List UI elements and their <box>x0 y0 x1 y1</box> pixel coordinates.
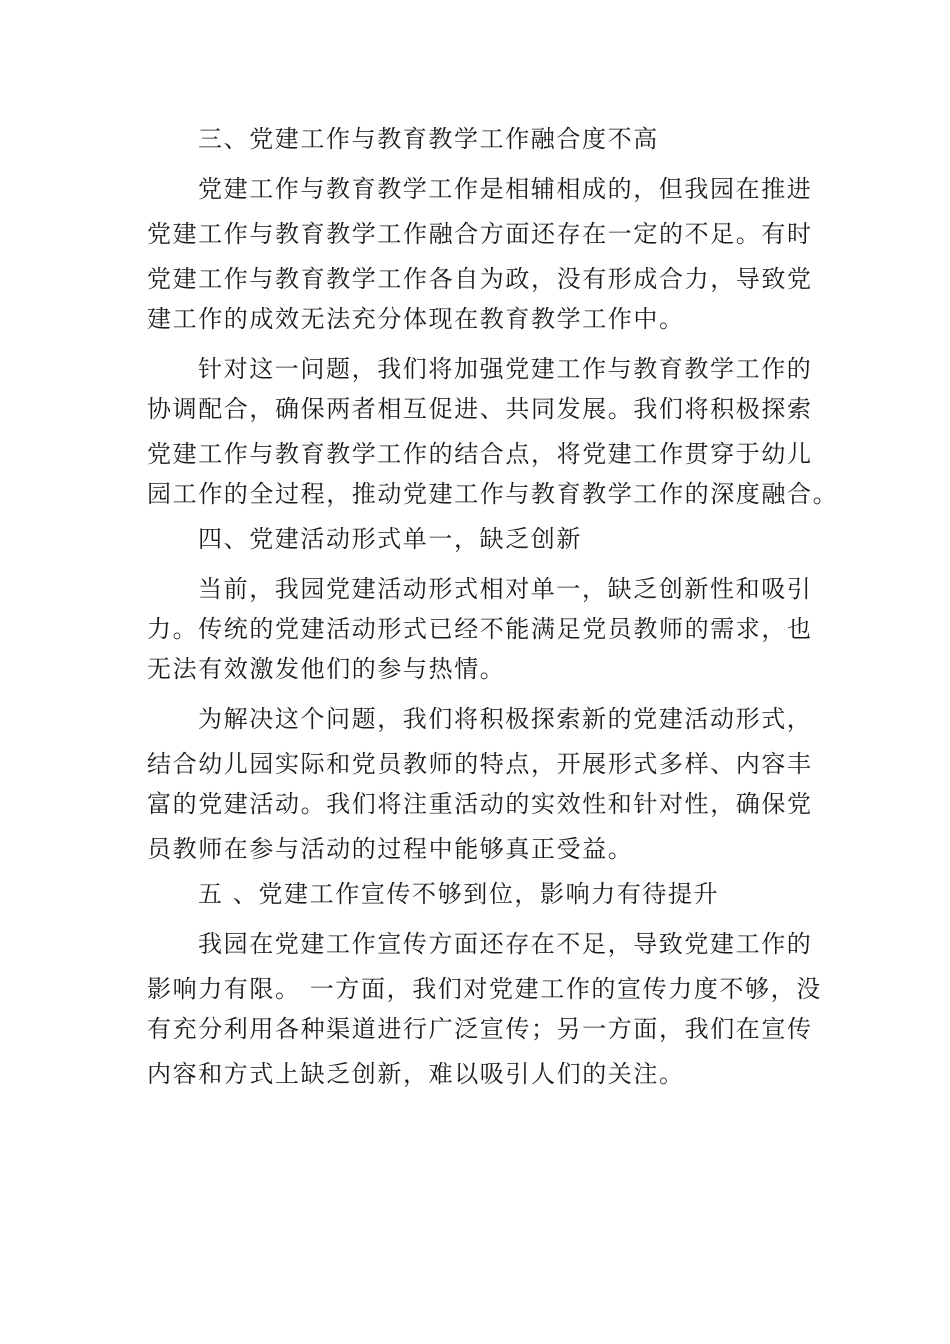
paragraph-line: 有充分利用各种渠道进行广泛宣传；另一方面，我们在宣传 <box>147 1015 813 1043</box>
paragraph-line: 当前，我园党建活动形式相对单一，缺乏创新性和吸引 <box>198 575 813 603</box>
paragraph-line: 内容和方式上缺乏创新，难以吸引人们的关注。 <box>147 1060 685 1088</box>
section-heading-4: 四、党建活动形式单一，缺乏创新 <box>198 525 582 553</box>
paragraph-line: 力。传统的党建活动形式已经不能满足党员教师的需求，也 <box>147 615 813 643</box>
paragraph-line: 结合幼儿园实际和党员教师的特点，开展形式多样、内容丰 <box>147 750 813 778</box>
section-heading-3: 三、党建工作与教育教学工作融合度不高 <box>198 125 659 153</box>
paragraph-line: 党建工作与教育教学工作的结合点，将党建工作贯穿于幼儿 <box>147 440 813 468</box>
paragraph-line: 无法有效激发他们的参与热情。 <box>147 655 506 683</box>
paragraph-line: 建工作的成效无法充分体现在教育教学工作中。 <box>147 305 685 333</box>
paragraph-line: 党建工作与教育教学工作融合方面还存在一定的不足。有时 <box>147 220 813 248</box>
paragraph-line: 我园在党建工作宣传方面还存在不足，导致党建工作的 <box>198 930 813 958</box>
paragraph-line: 党建工作与教育教学工作各自为政，没有形成合力，导致党 <box>147 265 813 293</box>
paragraph-line: 协调配合，确保两者相互促进、共同发展。我们将积极探索 <box>147 395 813 423</box>
section-heading-5: 五 、党建工作宣传不够到位，影响力有待提升 <box>198 880 720 908</box>
paragraph-line: 园工作的全过程，推动党建工作与教育教学工作的深度融合。 <box>147 480 839 508</box>
paragraph-line: 富的党建活动。我们将注重活动的实效性和针对性，确保党 <box>147 790 813 818</box>
paragraph-line: 员教师在参与活动的过程中能够真正受益。 <box>147 835 634 863</box>
paragraph-line: 影响力有限。 一方面，我们对党建工作的宣传力度不够，没 <box>147 975 822 1003</box>
paragraph-line: 为解决这个问题，我们将积极探索新的党建活动形式， <box>198 705 813 733</box>
paragraph-line: 针对这一问题，我们将加强党建工作与教育教学工作的 <box>198 355 813 383</box>
paragraph-line: 党建工作与教育教学工作是相辅相成的，但我园在推进 <box>198 175 813 203</box>
